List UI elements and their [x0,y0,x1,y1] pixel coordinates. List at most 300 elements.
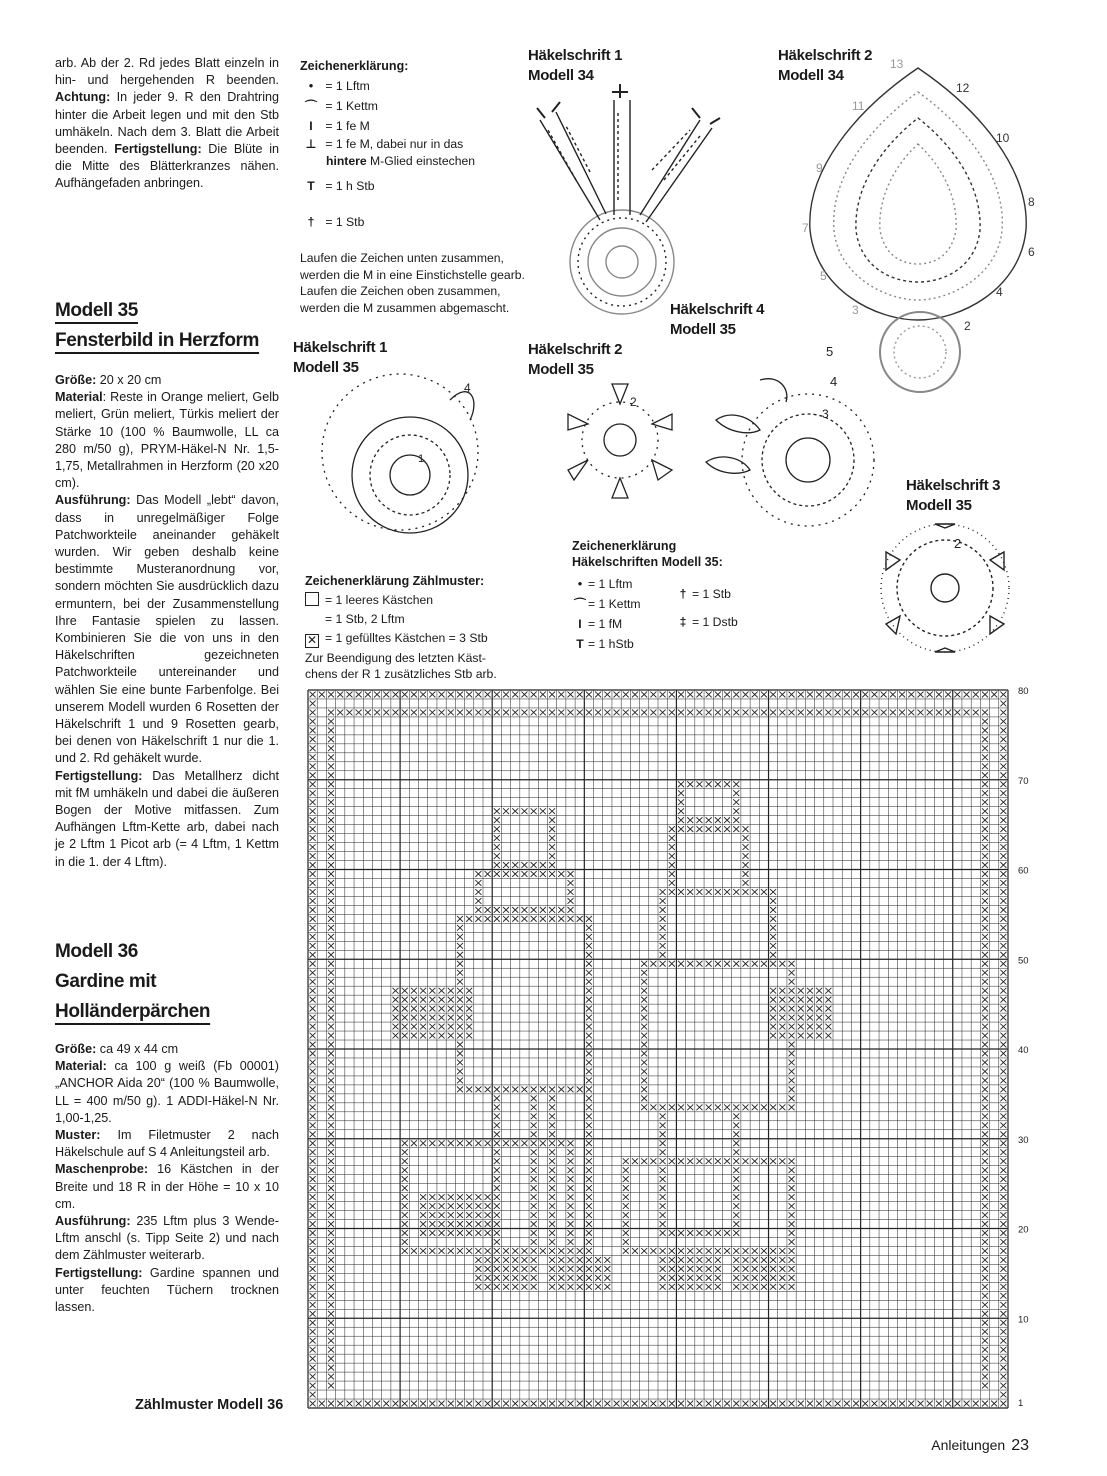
filled-cell [871,710,877,716]
filled-cell [964,692,970,698]
filled-cell [420,710,426,716]
filled-cell [982,907,988,913]
filled-cell [982,925,988,931]
filled-cell [706,1248,712,1254]
filled-cell [485,1221,491,1227]
filled-cell [1000,1311,1006,1317]
filled-cell [475,889,481,895]
filled-cell [531,907,537,913]
legend35-fm: = 1 fM [588,617,623,631]
filled-cell [540,1140,546,1146]
filled-cell [494,1149,500,1155]
m36-fertig-label: Fertigstellung: [55,1265,143,1280]
filled-cell [549,1185,555,1191]
perp-icon: ⊥ [305,137,317,151]
filled-cell [982,1266,988,1272]
m36-ausf-label: Ausführung: [55,1214,131,1229]
filled-cell [660,1176,666,1182]
filled-cell [310,1104,316,1110]
filled-cell [1000,934,1006,940]
filled-cell [927,710,933,716]
filled-cell [503,1266,509,1272]
filled-cell [660,952,666,958]
filled-cell [531,1095,537,1101]
filled-cell [1000,916,1006,922]
filled-cell [586,1131,592,1137]
filled-cell [586,1060,592,1066]
filled-cell [1000,781,1006,787]
filled-cell [310,1374,316,1380]
filled-cell [521,916,527,922]
filled-cell [448,1033,454,1039]
filled-cell [752,692,758,698]
filled-cell [448,710,454,716]
filled-cell [982,1087,988,1093]
filled-cell [715,826,721,832]
filled-cell [982,1320,988,1326]
filled-cell [779,692,785,698]
filled-cell [310,1158,316,1164]
filled-cell [402,1176,408,1182]
filled-cell [733,1257,739,1263]
filled-cell [310,1078,316,1084]
filled-cell [724,1158,730,1164]
filled-cell [567,871,573,877]
filled-cell [789,1401,795,1407]
filled-cell [623,1176,629,1182]
filled-cell [669,826,675,832]
filled-cell [586,692,592,698]
filled-cell [475,1140,481,1146]
filled-cell [503,1087,509,1093]
filled-cell [1000,1015,1006,1021]
filled-cell [328,1078,334,1084]
filled-cell [392,988,398,994]
filled-cell [457,1042,463,1048]
filled-cell [558,916,564,922]
filled-cell [567,1401,573,1407]
filled-cell [586,1257,592,1263]
filled-cell [789,1185,795,1191]
legend34-title: Zeichenerklärung: [300,59,409,73]
m35-groesse-label: Größe: [55,373,97,387]
filled-cell [641,979,647,985]
filled-cell [706,1257,712,1263]
modell35-subtitle: Fensterbild in Herzform [55,330,260,351]
filled-cell [310,1311,316,1317]
legend34-note1: Laufen die Zeichen unten zusammen, [300,251,504,265]
filled-cell [982,719,988,725]
filled-cell [448,1140,454,1146]
filled-cell [853,1401,859,1407]
filled-cell [789,961,795,967]
filled-cell [540,871,546,877]
m35-ausf: Das Modell „lebt“ davon, dass in unregelmäßiger Folge Patchworkteile aneinander gehäkelt wurden. Wir geben deshalb keine bestimmte Musteranordnung vor, sondern möchten Sie ausdrücklich dazu ermuntern, bei der Zusammenstellung Ihre Fantasie spielen zu lassen. Kombinieren Sie die von uns in den Häkelschriften gezeichneten Patchworkteile untereinander und wählen Sie eine bunte Farbenfolge. Bei unserem Modell wurden 6 Rosetten der Häkelschrift 1 und 9 Rosetten gearb, bei denen von Häkelschrift 1 nur die 1. und 2. Rd gehäkelt wurde. [55,493,279,766]
filled-cell [420,1203,426,1209]
filled-cell [439,1194,445,1200]
filled-cell [982,692,988,698]
filled-cell [567,1194,573,1200]
filled-cell [328,1221,334,1227]
filled-cell [742,1401,748,1407]
filled-cell [494,871,500,877]
filled-cell [586,952,592,958]
filled-cell [706,710,712,716]
filled-cell [439,988,445,994]
filled-cell [503,1275,509,1281]
filled-cell [669,862,675,868]
achtung-text: In jeder 9. R den Drahtring hinter die Arbeit legen und mit den Stb umhäkeln. Nach dem 3. Blatt die Arbeit beenden. [55,90,279,157]
filled-cell [982,1185,988,1191]
filled-cell [641,1401,647,1407]
svg-text:1: 1 [418,453,425,465]
filled-cell [466,916,472,922]
filled-cell [982,1095,988,1101]
filled-cell [742,844,748,850]
filled-cell [945,692,951,698]
filled-cell [733,781,739,787]
filled-cell [770,1257,776,1263]
filled-cell [733,1167,739,1173]
filled-cell [816,988,822,994]
filled-cell [531,1194,537,1200]
filled-cell [586,934,592,940]
filled-cell [567,889,573,895]
filled-cell [825,710,831,716]
filled-cell [328,862,334,868]
filled-cell [770,952,776,958]
filled-cell [742,961,748,967]
filled-cell [770,1033,776,1039]
filled-cell [531,1248,537,1254]
filled-cell [825,1401,831,1407]
filled-cell [466,1033,472,1039]
filled-cell [650,1401,656,1407]
filled-cell [1000,1113,1006,1119]
filled-cell [899,1401,905,1407]
filled-cell [853,692,859,698]
filled-cell [503,862,509,868]
m36-groesse-label: Größe: [55,1042,97,1056]
legend35-stb: = 1 Stb [692,587,731,601]
filled-cell [742,710,748,716]
filled-cell [733,692,739,698]
filled-cell [567,1176,573,1182]
modell35-title: Modell 35 [55,300,138,321]
empty-box-icon [305,592,319,606]
filled-cell [420,988,426,994]
filled-cell [696,889,702,895]
filled-cell [890,710,896,716]
filled-cell [696,1275,702,1281]
filled-cell [310,826,316,832]
filled-cell [936,692,942,698]
filled-cell [779,1015,785,1021]
filled-cell [494,1239,500,1245]
filled-cell [494,710,500,716]
filled-cell [789,1006,795,1012]
filled-cell [420,1194,426,1200]
filled-cell [549,1167,555,1173]
filled-cell [383,710,389,716]
filled-cell [328,889,334,895]
legend35-lftm: = 1 Lftm [588,577,633,591]
filled-cell [724,710,730,716]
filled-cell [1000,1131,1006,1137]
filled-cell [512,1140,518,1146]
filled-cell [761,889,767,895]
filled-cell [779,997,785,1003]
filled-cell [908,1401,914,1407]
filled-cell [586,1122,592,1128]
modell36-subtitle-1: Gardine mit [55,971,157,992]
filled-cell [724,692,730,698]
filled-cell [669,880,675,886]
filled-cell [328,979,334,985]
filled-cell [310,1024,316,1030]
filled-cell [494,853,500,859]
filled-cell [521,871,527,877]
filled-cell [982,1006,988,1012]
filled-cell [687,1401,693,1407]
filled-cell [982,790,988,796]
filled-cell [1000,1087,1006,1093]
legend34-fem: = 1 fe M [325,119,370,133]
filled-cell [1000,817,1006,823]
filled-cell [982,916,988,922]
filled-cell [1000,1203,1006,1209]
t-icon: T [576,637,584,651]
filled-cell [503,916,509,922]
filled-cell [789,979,795,985]
filled-cell [687,889,693,895]
filled-cell [982,943,988,949]
filled-cell [549,1104,555,1110]
filled-cell [310,1266,316,1272]
filled-cell [798,1006,804,1012]
filled-cell [466,1212,472,1218]
filled-cell [982,934,988,940]
filled-cell [1000,1158,1006,1164]
filled-cell [789,1042,795,1048]
filled-cell [549,1401,555,1407]
filled-cell [512,862,518,868]
svg-text:12: 12 [956,81,970,95]
filled-cell [328,826,334,832]
filled-cell [328,871,334,877]
filled-cell [328,1293,334,1299]
filled-cell [927,1401,933,1407]
filled-cell [1000,1140,1006,1146]
filled-cell [1000,970,1006,976]
filled-box-icon: ✕ [306,633,318,647]
filled-cell [310,781,316,787]
svg-text:9: 9 [816,161,823,175]
filled-cell [807,997,813,1003]
filled-cell [475,710,481,716]
filled-cell [485,1266,491,1272]
filled-cell [531,1176,537,1182]
filled-cell [660,907,666,913]
filled-cell [982,1338,988,1344]
filled-cell [623,1212,629,1218]
filled-cell [586,1149,592,1155]
filled-cell [521,862,527,868]
legend35-dstb: = 1 Dstb [692,615,738,629]
filled-cell [752,1257,758,1263]
filled-cell [310,1284,316,1290]
filled-cell [337,1401,343,1407]
filled-cell [687,1104,693,1110]
filled-cell [678,1401,684,1407]
filled-cell [485,1194,491,1200]
filled-cell [494,1230,500,1236]
filled-cell [549,1158,555,1164]
filled-cell [439,1033,445,1039]
filled-cell [678,1158,684,1164]
filled-cell [475,1194,481,1200]
filled-cell [310,1347,316,1353]
filled-cell [540,1087,546,1093]
filled-cell [531,1266,537,1272]
filled-cell [466,710,472,716]
filled-cell [402,1230,408,1236]
filled-cell [982,1113,988,1119]
filled-cell [761,1284,767,1290]
filled-cell [310,1042,316,1048]
filled-cell [328,1302,334,1308]
filled-cell [540,862,546,868]
filled-cell [779,710,785,716]
filled-cell [798,710,804,716]
filled-cell [641,1248,647,1254]
filled-cell [558,710,564,716]
filled-cell [310,1338,316,1344]
filled-cell [439,1006,445,1012]
filled-cell [310,1302,316,1308]
filled-cell [632,1158,638,1164]
filled-cell [945,710,951,716]
filled-cell [448,1212,454,1218]
filled-cell [310,853,316,859]
filled-cell [420,1015,426,1021]
filled-cell [503,692,509,698]
filled-cell [982,1221,988,1227]
filled-cell [420,1221,426,1227]
filled-cell [742,871,748,877]
filled-cell [310,916,316,922]
filled-cell [733,1158,739,1164]
filled-cell [402,1024,408,1030]
filled-cell [448,1203,454,1209]
filled-cell [687,1275,693,1281]
filled-cell [567,1167,573,1173]
filled-cell [475,916,481,922]
filled-cell [429,1006,435,1012]
filled-cell [623,1185,629,1191]
filled-cell [789,1275,795,1281]
filled-cell [1000,871,1006,877]
filled-cell [374,710,380,716]
filled-cell [825,1006,831,1012]
filled-cell [632,692,638,698]
legend34-kettm: = 1 Kettm [325,99,378,113]
filled-cell [770,1024,776,1030]
filled-cell [494,1087,500,1093]
filled-cell [687,961,693,967]
filled-cell [862,692,868,698]
filled-cell [448,1015,454,1021]
filled-cell [521,1248,527,1254]
filled-cell [614,710,620,716]
filled-cell [328,1212,334,1218]
filled-cell [696,692,702,698]
filled-cell [411,1401,417,1407]
filled-cell [439,1221,445,1227]
legend-zaehl-title: Zeichenerklärung Zählmuster: [305,574,485,588]
filled-cell [586,1024,592,1030]
filled-cell [770,1006,776,1012]
legend34-note3: Laufen die Zeichen oben zusammen, [300,284,501,298]
footer-section: Anleitungen [931,1437,1006,1453]
filled-cell [779,1275,785,1281]
row-tick-label: 20 [1018,1224,1029,1236]
filled-cell [660,943,666,949]
svg-text:7: 7 [802,221,809,235]
filled-cell [586,1042,592,1048]
filled-cell [457,925,463,931]
filled-cell [402,1212,408,1218]
filled-cell [696,1230,702,1236]
row-tick-label: 60 [1018,865,1029,877]
filled-cell [531,862,537,868]
filled-cell [310,1176,316,1182]
filled-cell [696,817,702,823]
filled-cell [346,1401,352,1407]
filled-cell [678,799,684,805]
filled-cell [641,710,647,716]
filled-cell [310,701,316,707]
filled-cell [982,1051,988,1057]
filled-cell [604,1275,610,1281]
filled-cell [402,1221,408,1227]
m36-probe-label: Maschenprobe: [55,1162,149,1177]
filled-cell [328,925,334,931]
filled-cell [328,1060,334,1066]
filled-cell [733,1185,739,1191]
filled-cell [936,1401,942,1407]
filled-cell [328,1374,334,1380]
filled-cell [402,1015,408,1021]
filled-cell [733,1131,739,1137]
filled-cell [521,1087,527,1093]
arc-icon: ⌒ [573,597,587,611]
filled-cell [475,1221,481,1227]
filled-cell [328,835,334,841]
filled-cell [982,835,988,841]
filled-cell [871,692,877,698]
filled-cell [494,1266,500,1272]
filled-cell [310,934,316,940]
filled-cell [457,1230,463,1236]
filled-cell [595,1401,601,1407]
filled-cell [982,1311,988,1317]
filled-cell [402,1401,408,1407]
filled-cell [650,1158,656,1164]
filled-cell [521,692,527,698]
filled-cell [310,1006,316,1012]
filled-cell [779,1266,785,1272]
